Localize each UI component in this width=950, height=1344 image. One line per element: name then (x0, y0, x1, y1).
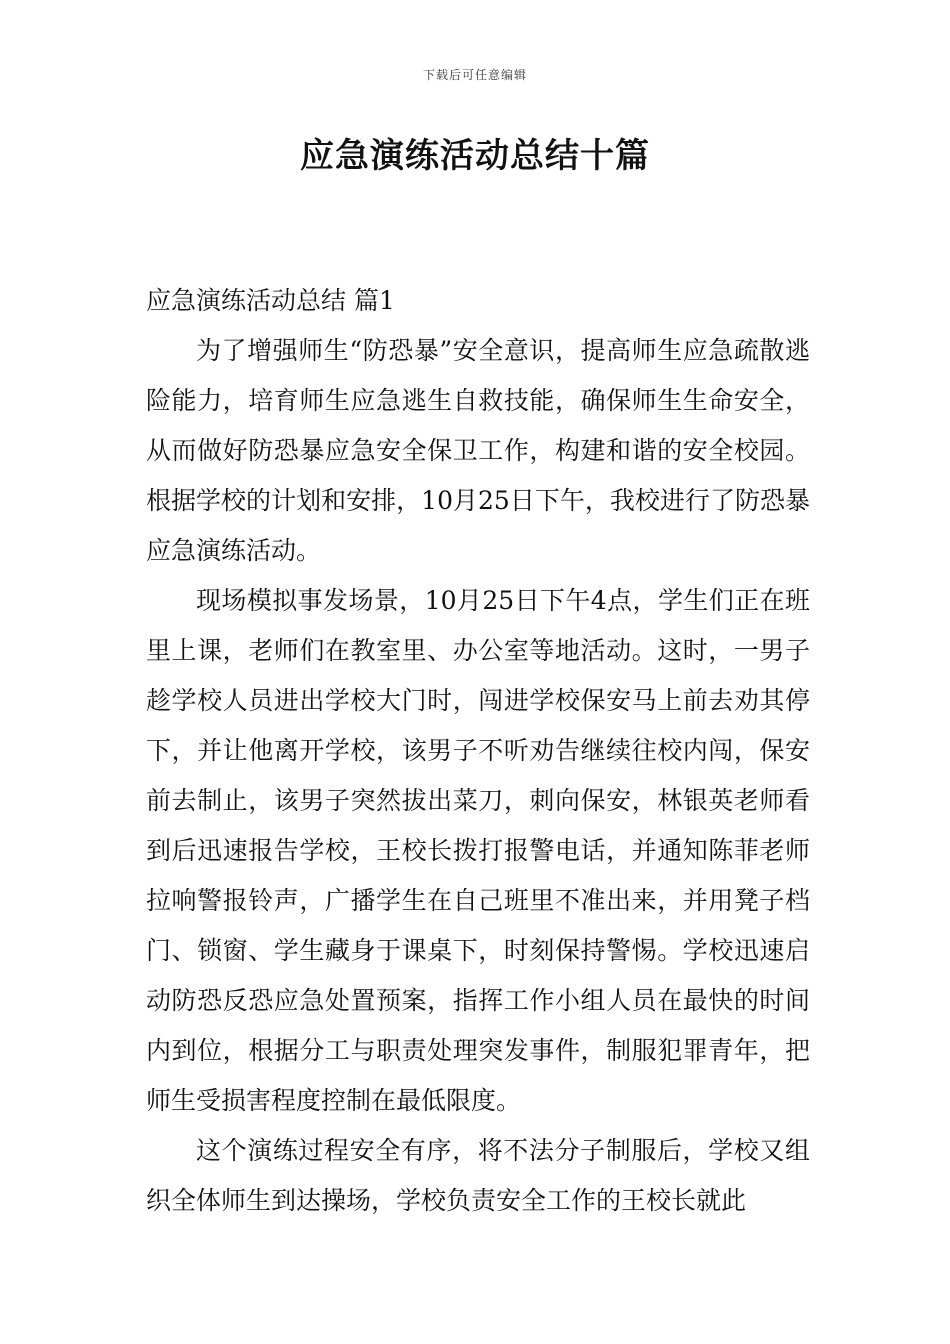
paragraph: 为了增强师生“防恐暴”安全意识，提高师生应急疏散逃险能力，培育师生应急逃生自救技能，确保师生生命安全，从而做好防恐暴应急安全保卫工作，构建和谐的安全校园。根据学校的计划和安排，10月25日下午，我校进行了防恐暴应急演练活动。 (146, 336, 810, 565)
paragraph: 现场模拟事发场景，10月25日下午4点，学生们正在班里上课，老师们在教室里、办公室等地活动。这时，一男子趁学校人员进出学校大门时，闯进学校保安马上前去劝其停下，并让他离开学校，该男子不听劝告继续往校内闯，保安前去制止，该男子突然拔出菜刀，刺向保安，林银英老师看到后迅速报告学校，王校长拨打报警电话，并通知陈菲老师拉响警报铃声，广播学生在自己班里不准出来，并用凳子档门、锁窗、学生藏身于课桌下，时刻保持警惕。学校迅速启动防恐反恐应急处置预案，指挥工作小组人员在最快的时间内到位，根据分工与职责处理突发事件，制服犯罪青年，把师生受损害程度控制在最低限度。 (146, 586, 810, 1115)
document-title: 应急演练活动总结十篇 (300, 136, 650, 176)
header-note: 下载后可任意编辑 (422, 68, 527, 82)
document-body (146, 276, 810, 1226)
section-heading: 应急演练活动总结 篇1 (146, 286, 395, 315)
paragraph: 这个演练过程安全有序，将不法分子制服后，学校又组织全体师生到达操场，学校负责安全工作的王校长就此 (146, 1136, 810, 1215)
